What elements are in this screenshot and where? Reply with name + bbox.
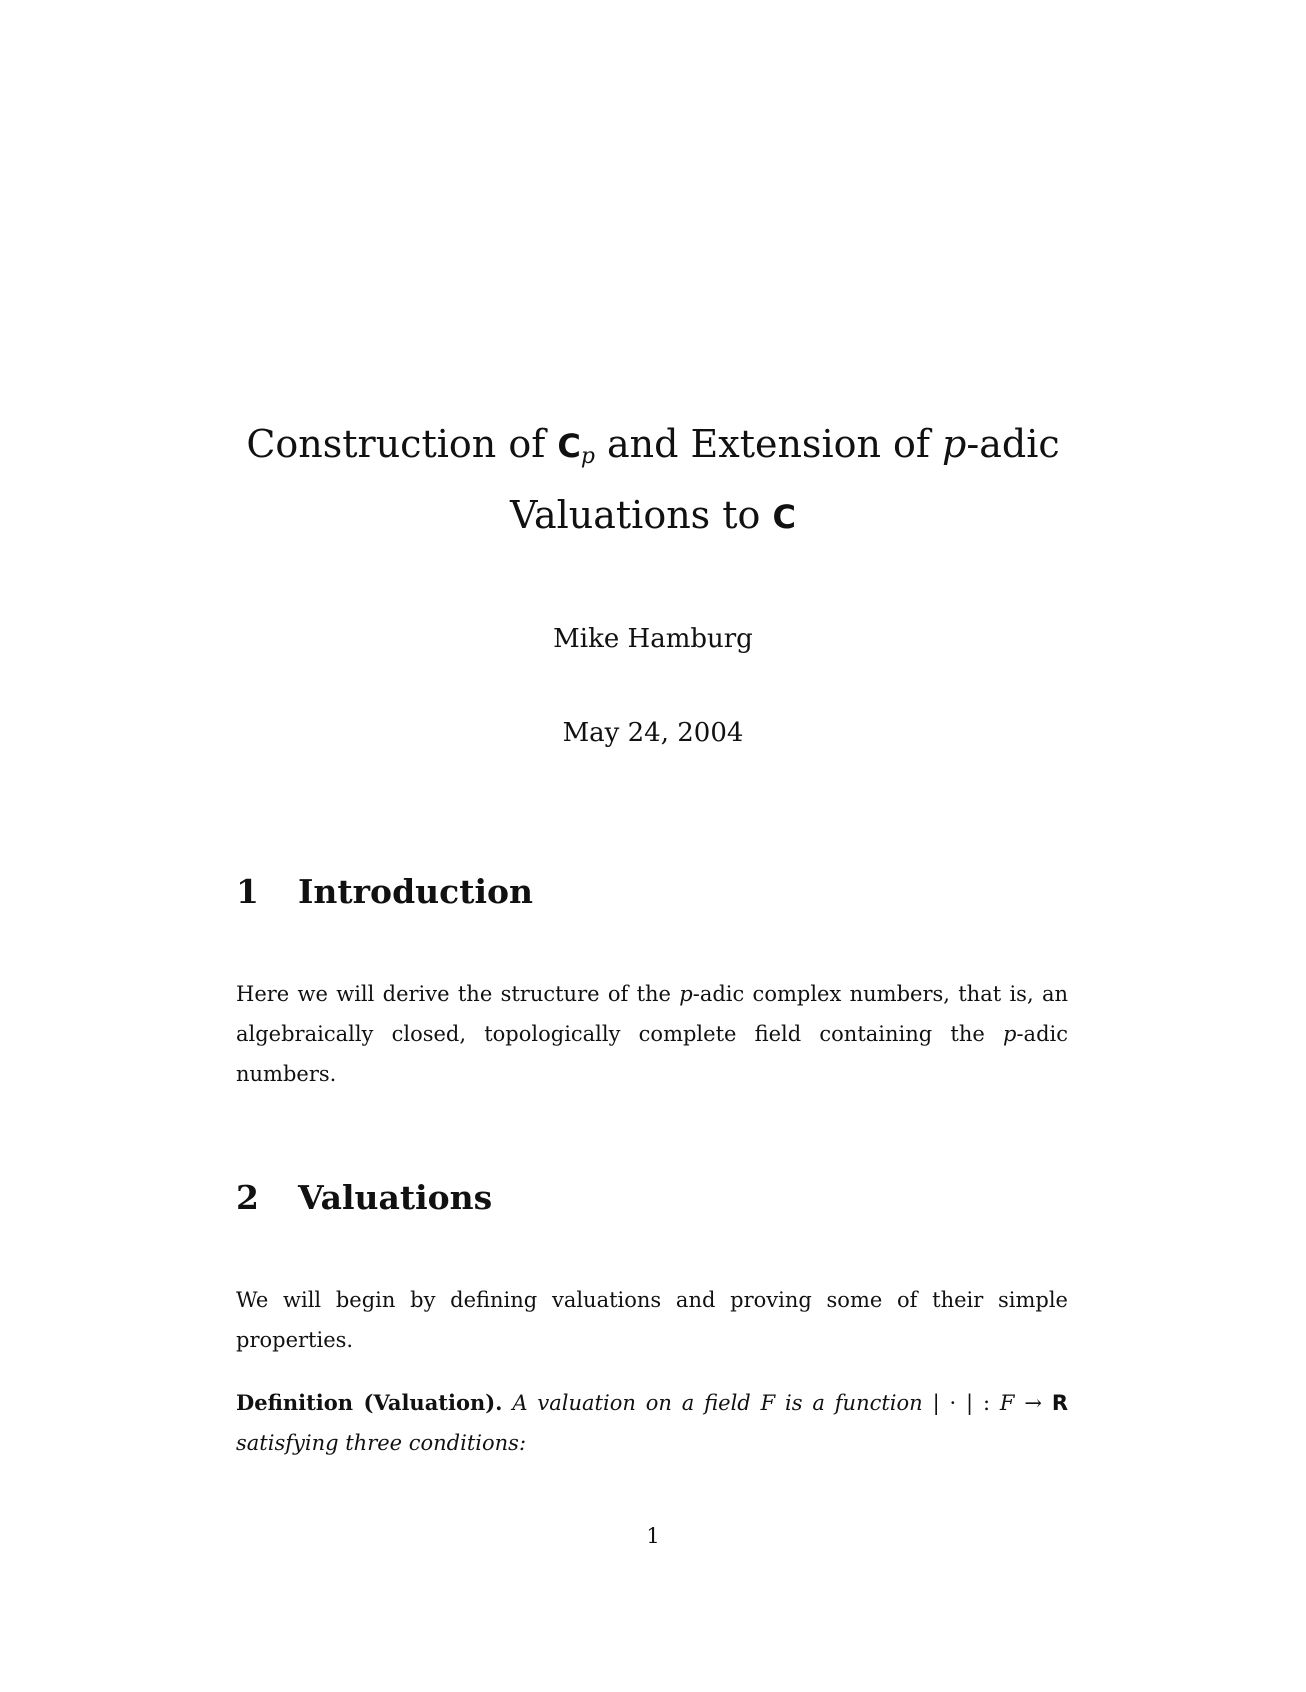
text: A valuation on a field [512, 1391, 761, 1415]
title-line-1 [0, 422, 1306, 470]
text: -adic numbers. [236, 1022, 1068, 1086]
math-p: p [1003, 1022, 1017, 1046]
math-var: F [999, 1391, 1015, 1415]
section-heading-valuations [236, 1178, 492, 1217]
definition-label: Definition (Valuation). [236, 1390, 503, 1415]
section-title: Valuations [298, 1178, 493, 1217]
title-text: Valuations to [510, 493, 773, 537]
math-p: p [679, 982, 693, 1006]
cp-symbol: C [557, 427, 581, 465]
section-number: 2 [236, 1178, 259, 1217]
valuations-paragraph: We will begin by defining valuations and proving some of their simple properties. [236, 1288, 1068, 1352]
author: Mike Hamburg [553, 624, 753, 654]
section-number: 1 [236, 872, 259, 911]
text: -adic complex numbers, that is, an algebraically closed, topologically complete field containing the [236, 982, 1068, 1046]
title-p: p [942, 422, 967, 466]
section-heading-introduction [236, 872, 533, 911]
math-expr: | · | : [932, 1391, 1000, 1415]
title-text: -adic [966, 422, 1060, 466]
c-symbol: C [772, 498, 796, 536]
title-text: Construction of [246, 422, 558, 466]
arrow-symbol: → [1014, 1391, 1052, 1415]
date: May 24, 2004 [562, 718, 744, 748]
title-text: and Extension of [594, 422, 943, 466]
text: is a function [775, 1391, 933, 1415]
section-title: Introduction [298, 872, 534, 911]
intro-paragraph [236, 974, 1068, 1094]
page-number: 1 [646, 1524, 660, 1548]
definition-valuation [236, 1383, 1068, 1463]
text: satisfying three conditions: [236, 1431, 527, 1455]
reals-symbol: R [1051, 1391, 1068, 1415]
math-var: F [760, 1391, 776, 1415]
text: Here we will derive the structure of the [236, 982, 680, 1006]
cp-subscript: p [580, 444, 595, 469]
title-line-2 [0, 493, 1306, 539]
